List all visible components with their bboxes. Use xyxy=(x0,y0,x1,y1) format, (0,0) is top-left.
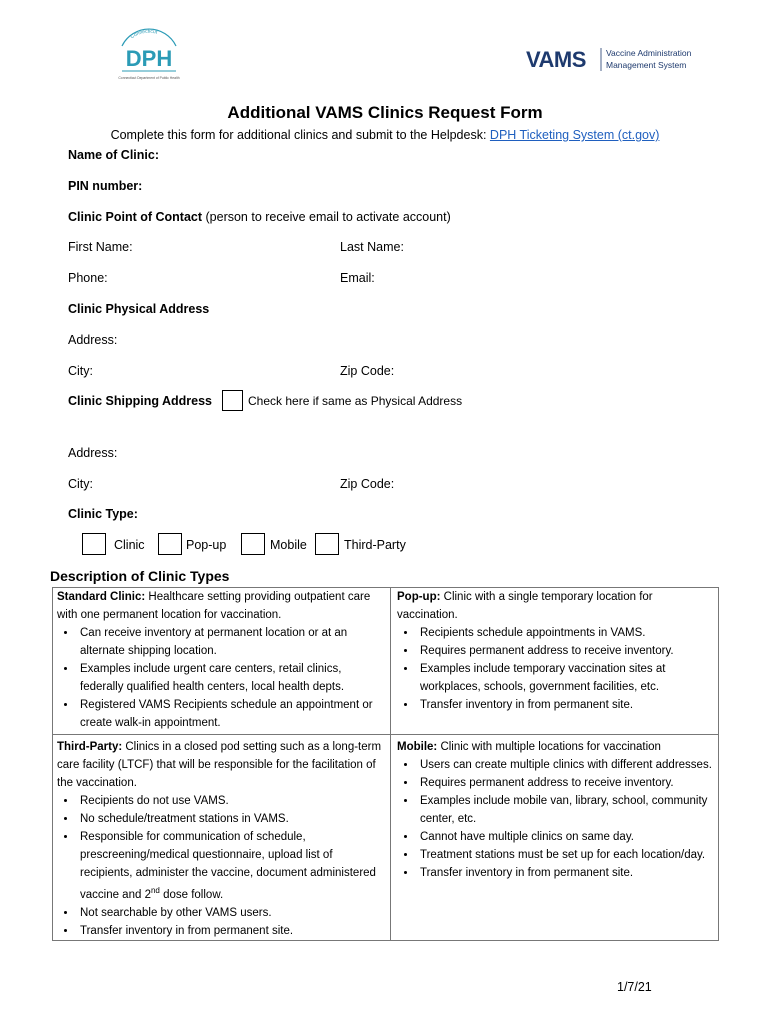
dph-arc-text: Connecticut xyxy=(129,28,158,41)
thirdparty-bullets xyxy=(57,792,386,940)
shipping-address-label: Address: xyxy=(68,446,118,460)
list-item: • Requires permanent address to receive inventory. xyxy=(417,642,715,660)
shipping-city-label: City: xyxy=(68,477,93,491)
shipping-zip-label: Zip Code: xyxy=(340,477,395,491)
footer-date: 1/7/21 xyxy=(617,980,652,994)
thirdparty-title: Third-Party: xyxy=(57,741,123,753)
standard-bullets xyxy=(57,624,386,732)
clinic-type-thirdparty-label: Third-Party xyxy=(344,538,406,552)
physical-city-label: City: xyxy=(68,364,93,378)
svg-text:Connecticut xyxy=(129,29,158,41)
first-name-label: First Name: xyxy=(68,240,133,254)
form-title: Additional VAMS Clinics Request Form xyxy=(227,103,543,122)
physical-zip-label: Zip Code: xyxy=(340,364,395,378)
clinic-type-clinic-checkbox[interactable] xyxy=(82,533,106,555)
contact-heading: Clinic Point of Contact xyxy=(68,210,203,224)
table-divider-vertical xyxy=(390,587,391,941)
shipping-address-heading: Clinic Shipping Address xyxy=(68,394,212,408)
list-item: • Users can create multiple clinics with different addresses. xyxy=(417,756,715,774)
vams-name: VAMS xyxy=(526,47,586,72)
mobile-cell xyxy=(397,738,715,882)
physical-address-heading: Clinic Physical Address xyxy=(68,302,210,316)
list-item: • Transfer inventory in from permanent site. xyxy=(77,922,386,940)
clinic-type-heading: Clinic Type: xyxy=(68,507,138,521)
dph-letters: DPH xyxy=(125,46,173,71)
thirdparty-cell xyxy=(57,738,386,940)
contact-note: (person to receive email to activate account) xyxy=(202,210,451,224)
clinic-type-clinic-label: Clinic xyxy=(114,538,145,552)
popup-title: Pop-up: xyxy=(397,591,441,603)
dose-text: Responsible for communication of schedule, prescreening/medical questionnaire, upload list of recipients, administer the vaccine, document administered vaccine and xyxy=(80,831,376,901)
clinic-type-popup-checkbox[interactable] xyxy=(158,533,182,555)
clinic-name-label: Name of Clinic: xyxy=(68,148,159,162)
dph-logo xyxy=(110,24,188,92)
list-item: • Examples include mobile van, library, school, community center, etc. xyxy=(417,792,715,828)
mobile-bullets xyxy=(397,756,715,882)
dose-suffix: nd xyxy=(150,886,160,895)
list-item: • Transfer inventory in from permanent site. xyxy=(417,696,715,714)
list-item: • Requires permanent address to receive inventory. xyxy=(417,774,715,792)
clinic-type-mobile-checkbox[interactable] xyxy=(241,533,265,555)
list-item: • Recipients schedule appointments in VAMS. xyxy=(417,624,715,642)
helpdesk-link[interactable]: DPH Ticketing System (ct.gov) xyxy=(489,128,660,142)
form-subtitle xyxy=(0,128,770,142)
table-divider-horizontal xyxy=(52,734,719,735)
mobile-title: Mobile: xyxy=(397,741,438,753)
same-address-checkbox[interactable] xyxy=(222,390,243,411)
pin-label: PIN number: xyxy=(68,179,143,193)
vams-line2: Management System xyxy=(606,60,687,70)
list-item xyxy=(77,828,386,904)
same-address-label: Check here if same as Physical Address xyxy=(248,394,463,408)
clinic-type-thirdparty-checkbox[interactable] xyxy=(315,533,339,555)
list-item: • Recipients do not use VAMS. xyxy=(77,792,386,810)
list-item: • Not searchable by other VAMS users. xyxy=(77,904,386,922)
phone-label: Phone: xyxy=(68,271,108,285)
standard-intro: Healthcare setting providing outpatient care with one permanent location for vaccination. xyxy=(57,591,371,621)
list-item: • Transfer inventory in from permanent site. xyxy=(417,864,715,882)
dose-tail: dose follow. xyxy=(159,888,224,901)
vams-logo xyxy=(526,44,706,74)
dose-ordinal: 2 xyxy=(144,888,151,901)
contact-heading-row xyxy=(68,210,451,224)
popup-cell xyxy=(397,588,715,714)
popup-bullets xyxy=(397,624,715,714)
description-heading: Description of Clinic Types xyxy=(50,568,230,584)
physical-address-label: Address: xyxy=(68,333,118,347)
standard-clinic-cell xyxy=(57,588,386,732)
clinic-type-popup-label: Pop-up xyxy=(186,538,227,552)
list-item: • Registered VAMS Recipients schedule an appointment or create walk-in appointment. xyxy=(77,696,386,732)
list-item: • Examples include temporary vaccination sites at workplaces, schools, government facilities, etc. xyxy=(417,660,715,696)
email-label: Email: xyxy=(340,271,375,285)
popup-intro: Clinic with a single temporary location for vaccination. xyxy=(397,591,653,621)
subtitle-text: Complete this form for additional clinics and submit to the Helpdesk: xyxy=(110,128,490,142)
standard-title: Standard Clinic: xyxy=(57,591,146,603)
clinic-type-mobile-label: Mobile xyxy=(270,538,307,552)
list-item: • No schedule/treatment stations in VAMS. xyxy=(77,810,386,828)
thirdparty-intro: Clinics in a closed pod setting such as a long-term care facility (LTCF) that will be responsible for the facilitation of the vaccination. xyxy=(57,741,382,789)
mobile-intro: Clinic with multiple locations for vaccination xyxy=(437,741,661,753)
list-item: • Cannot have multiple clinics on same day. xyxy=(417,828,715,846)
last-name-label: Last Name: xyxy=(340,240,404,254)
vams-line1: Vaccine Administration xyxy=(606,48,692,58)
dph-sub-text: Connecticut Department of Public Health xyxy=(118,76,180,80)
list-item: • Treatment stations must be set up for each location/day. xyxy=(417,846,715,864)
list-item: • Can receive inventory at permanent location or at an alternate shipping location. xyxy=(77,624,386,660)
list-item: • Examples include urgent care centers, retail clinics, federally qualified health centers, local health depts. xyxy=(77,660,386,696)
